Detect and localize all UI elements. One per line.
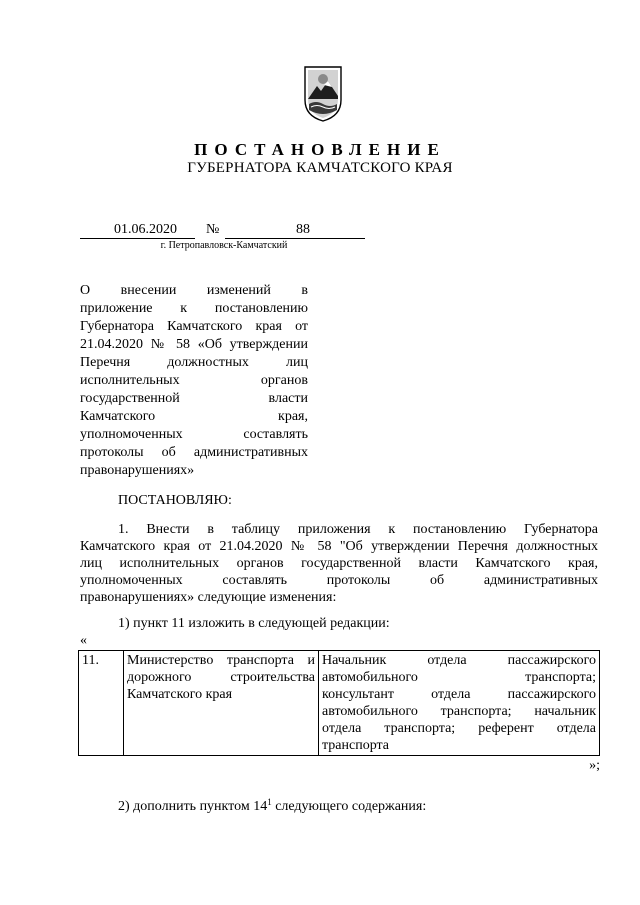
cell-line: консультант отдела пассажирского <box>322 687 596 702</box>
subject-line: 21.04.2020 № 58 «Об утверждении <box>80 337 308 352</box>
cell-line: Министерство транспорта и <box>127 653 315 668</box>
ministry-cell <box>124 651 319 756</box>
city-name: г. Петропавловск-Камчатский <box>160 240 288 251</box>
number-sign: № <box>206 222 220 237</box>
subject-line: Камчатского края, <box>80 409 308 424</box>
decree-word: ПОСТАНОВЛЯЮ: <box>118 493 232 508</box>
subject-line: Перечня должностных лиц <box>80 355 308 370</box>
date-underline <box>80 238 195 239</box>
subitem-2-superscript: 1 <box>267 797 272 807</box>
document-subtitle: ГУБЕРНАТОРА КАМЧАТСКОГО КРАЯ <box>187 160 453 176</box>
cell-line: автомобильного транспорта; <box>322 670 596 685</box>
amendment-table <box>78 650 600 756</box>
subject-line: уполномоченных составлять <box>80 427 308 442</box>
cell-line: транспорта <box>322 738 390 753</box>
subject-line: протоколы об административных <box>80 445 308 460</box>
subitem-2 <box>118 798 426 815</box>
decree-subject <box>80 282 308 480</box>
officials-cell <box>319 651 600 756</box>
kamchatka-coat-of-arms-icon <box>304 66 342 122</box>
decree-number: 88 <box>296 222 310 237</box>
paragraph-line: 1. Внести в таблицу приложения к постановлению Губернатора <box>118 522 598 537</box>
cell-line: Начальник отдела пассажирского <box>322 653 596 668</box>
quote-open: « <box>80 633 87 648</box>
subject-line: Губернатора Камчатского края от <box>80 319 308 334</box>
document-title: ПОСТАНОВЛЕНИЕ <box>194 140 446 159</box>
cell-line: дорожного строительства <box>127 670 315 685</box>
cell-line: Камчатского края <box>127 687 233 702</box>
quote-close: »; <box>589 758 600 773</box>
subitem-2-prefix: 2) дополнить пунктом 14 <box>118 799 268 814</box>
cell-line: автомобильного транспорта; начальник <box>322 704 596 719</box>
paragraph-line: уполномоченных составлять протоколы об административных <box>80 573 598 588</box>
subject-line: О внесении изменений в <box>80 283 308 298</box>
number-underline <box>225 238 365 239</box>
subject-line: государственной власти <box>80 391 308 406</box>
paragraph-1 <box>80 521 598 606</box>
paragraph-line: правонарушениях» следующие изменения: <box>80 590 337 605</box>
table-row <box>79 651 600 756</box>
subitem-2-suffix: следующего содержания: <box>271 799 427 814</box>
paragraph-line: Камчатского края от 21.04.2020 № 58 "Об утверждении Перечня должностных <box>80 539 598 554</box>
decree-date: 01.06.2020 <box>114 222 177 237</box>
subitem-1: 1) пункт 11 изложить в следующей редакции: <box>118 616 390 631</box>
paragraph-line: лиц исполнительных органов государственной власти Камчатского края, <box>80 556 598 571</box>
subject-line: исполнительных органов <box>80 373 308 388</box>
subject-line: правонарушениях» <box>80 463 195 478</box>
subject-line: приложение к постановлению <box>80 301 308 316</box>
row-number-cell: 11. <box>79 651 124 756</box>
cell-line: отдела транспорта; референт отдела <box>322 721 596 736</box>
